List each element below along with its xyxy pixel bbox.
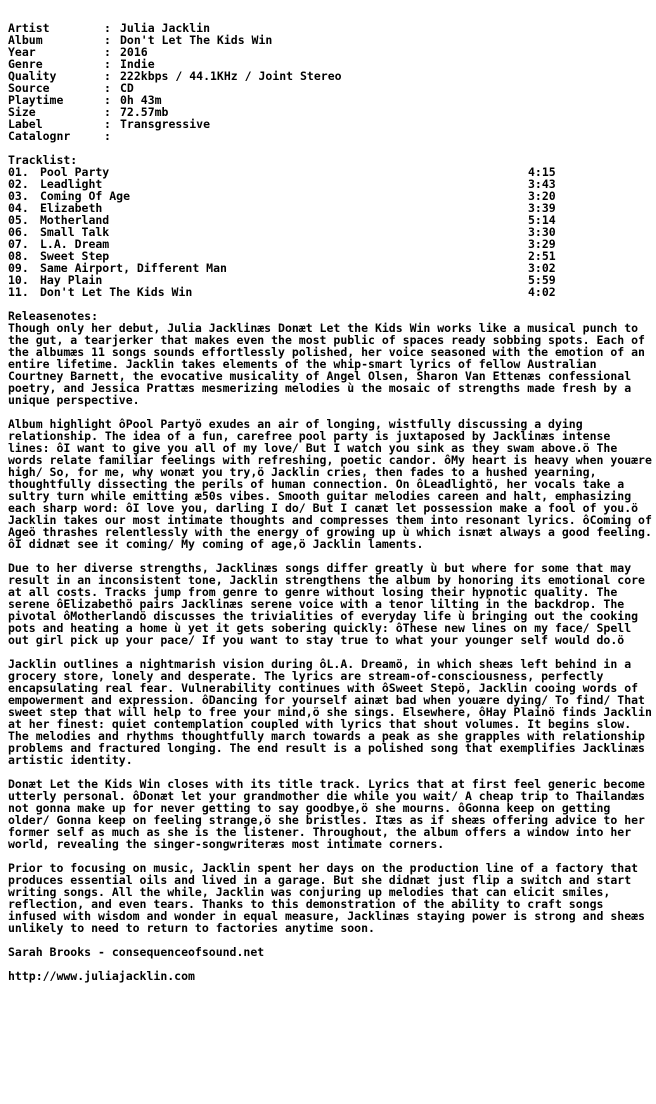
metadata-block — [8, 22, 656, 142]
metadata-separator: : — [104, 21, 111, 35]
track-title: Hay Plain — [40, 273, 103, 287]
track-duration: 3:02 — [528, 261, 556, 275]
track-duration: 3:20 — [528, 189, 556, 203]
track-number: 02. — [8, 177, 29, 191]
releasenotes-paragraph: Donæt Let the Kids Win closes with its title track. Lyrics that at first feel generic become utterly personal. ôDonæt let your grandmother die while you wait/ A cheap trip to Thailandæs not gonna make up for never getting to say goodbye,ö she mourns. ôGonna keep on getting older/ Gonna keep on feeling strange,ö she bristles. Itæs as if sheæs offering advice to her former self as much as she is the listener. Throughout, the album offers a window into her world, revealing the singer-songwriteræs most intimate corners. — [8, 777, 645, 851]
metadata-value: Transgressive — [120, 117, 211, 131]
track-number: 04. — [8, 201, 29, 215]
track-title: Motherland — [40, 213, 110, 227]
track-number: 09. — [8, 261, 29, 275]
track-title: Small Talk — [40, 225, 110, 239]
track-duration: 3:39 — [528, 201, 556, 215]
track-number: 05. — [8, 213, 29, 227]
track-number: 10. — [8, 273, 29, 287]
releasenotes-paragraph: Prior to focusing on music, Jacklin spent her days on the production line of a factory that produces essential oils and lived in a garage. But she didnæt just flip a switch and start writing songs. All the while, Jacklin was conjuring up melodies that can elicit smiles, reflection, and even tears. Thanks to this demonstration of the ability to craft songs infused with wisdom and wonder in equal measure, Jacklinæs staying power is strong and sheæs unlikely to need to return to factories anytime soon. — [8, 861, 645, 935]
track-number: 01. — [8, 165, 29, 179]
track-row — [8, 286, 656, 298]
metadata-key: Playtime — [8, 93, 64, 107]
track-title: Pool Party — [40, 165, 110, 179]
track-row — [8, 262, 656, 274]
metadata-key: Quality — [8, 69, 57, 83]
metadata-separator: : — [104, 93, 111, 107]
metadata-key: Genre — [8, 57, 43, 71]
tracklist-heading: Tracklist: — [8, 153, 78, 167]
track-number: 07. — [8, 237, 29, 251]
metadata-value: 222kbps / 44.1KHz / Joint Stereo — [120, 69, 342, 83]
track-duration: 4:15 — [528, 165, 556, 179]
metadata-separator: : — [104, 45, 111, 59]
track-number: 03. — [8, 189, 29, 203]
track-title: Don't Let The Kids Win — [40, 285, 193, 299]
releasenotes-paragraph: Album highlight ôPool Partyö exudes an air of longing, wistfully discussing a dying relationship. The idea of a fun, carefree pool party is juxtaposed by Jacklinæs intense lines: ôI want to give you all of my love/ But I watch you sink as they swam above.ö The words relate familiar feelings with refreshing, poetic candor. ôMy heart is heavy when youære high/ So, for me, why wonæt you try,ö Jacklin cries, then fades to a hushed yearning, thoughtfully dissecting the perils of human connection. On ôLeadlightö, her vocals take a sultry turn while emitting æ50s vibes. Smooth guitar melodies careen and halt, emphasizing each sharp word: ôI love you, darling I do/ But I canæt let possession make a fool of you.ö Jacklin takes our most intimate thoughts and compresses them into resonant lyrics. ôComing of Ageö thrashes relentlessly with the energy of growing up ù which isnæt always a good feeling. ôI didnæt see it coming/ My coming of age,ö Jacklin laments. — [8, 417, 652, 551]
track-number: 11. — [8, 285, 29, 299]
releasenotes-heading: Releasenotes: — [8, 309, 99, 323]
track-duration: 5:59 — [528, 273, 556, 287]
artist-website-link[interactable]: http://www.juliajacklin.com — [8, 969, 195, 983]
track-duration: 3:43 — [528, 177, 556, 191]
releasenotes-paragraph: Though only her debut, Julia Jacklinæs Donæt Let the Kids Win works like a musical punch to the gut, a tearjerker that makes even the most public of spaces ready sobbing spots. Each of the albumæs 11 songs sounds effortlessly polished, her voice seasoned with the emotion of an entire lifetime. Jacklin takes elements of the whip-smart lyrics of fellow Australian Courtney Barnett, the evocative musicality of Angel Olsen, Sharon Van Ettenæs confessional poetry, and Jessica Prattæs mesmerizing melodies ù the mosaic of strengths made fresh by a unique perspective. — [8, 321, 645, 407]
track-title: Coming Of Age — [40, 189, 131, 203]
metadata-key: Catalognr — [8, 129, 71, 143]
metadata-value: CD — [120, 81, 134, 95]
track-row — [8, 190, 656, 202]
review-signature: Sarah Brooks - consequenceofsound.net — [8, 945, 265, 959]
track-title: Leadlight — [40, 177, 103, 191]
metadata-key: Artist — [8, 21, 50, 35]
track-duration: 3:29 — [528, 237, 556, 251]
metadata-separator: : — [104, 105, 111, 119]
metadata-key: Year — [8, 45, 36, 59]
track-duration: 2:51 — [528, 249, 556, 263]
track-title: Same Airport, Different Man — [40, 261, 227, 275]
metadata-row-catalognr — [8, 130, 656, 142]
metadata-value: 2016 — [120, 45, 148, 59]
metadata-key: Size — [8, 105, 36, 119]
metadata-separator: : — [104, 33, 111, 47]
releasenotes-paragraph: Due to her diverse strengths, Jacklinæs songs differ greatly ù but where for some that may result in an inconsistent tone, Jacklin strengthens the album by honoring its emotional core at all costs. Tracks jump from genre to genre without losing their hypnotic quality. The serene ôElizabethö pairs Jacklinæs serene voice with a tenor lilting in the backdrop. The pivotal ôMotherlandö discusses the trivialities of everyday life ù bringing out the cooking pots and heating a home ù yet it gets sobering quickly: ôThese new lines on my face/ Spell out girl pick up your pace/ If you want to stay true to what your younger self would do.ö — [8, 561, 645, 647]
metadata-value: Don't Let The Kids Win — [120, 33, 273, 47]
track-title: Sweet Step — [40, 249, 110, 263]
track-number: 08. — [8, 249, 29, 263]
track-title: Elizabeth — [40, 201, 103, 215]
tracklist-block — [8, 154, 656, 298]
track-duration: 3:30 — [528, 225, 556, 239]
metadata-separator: : — [104, 57, 111, 71]
metadata-value: 72.57mb — [120, 105, 169, 119]
releasenotes-paragraph: Jacklin outlines a nightmarish vision during ôL.A. Dreamö, in which sheæs left behind in a grocery store, lonely and desperate. The lyrics are stream-of-consciousness, perfectly encapsulating real fear. Vulnerability continues with ôSweet Stepö, Jacklin cooing words of empowerment and expression. ôDancing for yourself ainæt bad when youære dying/ To find/ That sweet step that will help to free your mind,ö she sings. Elsewhere, ôHay Plainö finds Jacklin at her finest: quiet contemplation coupled with lyrics that shout volumes. It begins slow. The melodies and rhythms thoughtfully march towards a peak as she grapples with relationship problems and fractured longing. The end result is a polished song that exemplifies Jacklinæs artistic identity. — [8, 657, 652, 767]
metadata-separator: : — [104, 81, 111, 95]
releasenotes-block — [8, 310, 656, 982]
metadata-separator: : — [104, 69, 111, 83]
metadata-value: Julia Jacklin — [120, 21, 211, 35]
metadata-separator: : — [104, 117, 111, 131]
spacer — [8, 142, 656, 154]
track-row — [8, 166, 656, 178]
track-title: L.A. Dream — [40, 237, 110, 251]
track-number: 06. — [8, 225, 29, 239]
metadata-value: Indie — [120, 57, 155, 71]
track-duration: 4:02 — [528, 285, 556, 299]
metadata-key: Album — [8, 33, 43, 47]
metadata-separator: : — [104, 129, 111, 143]
metadata-key: Label — [8, 117, 43, 131]
track-duration: 5:14 — [528, 213, 556, 227]
metadata-key: Source — [8, 81, 50, 95]
metadata-value: 0h 43m — [120, 93, 162, 107]
spacer — [8, 298, 656, 310]
